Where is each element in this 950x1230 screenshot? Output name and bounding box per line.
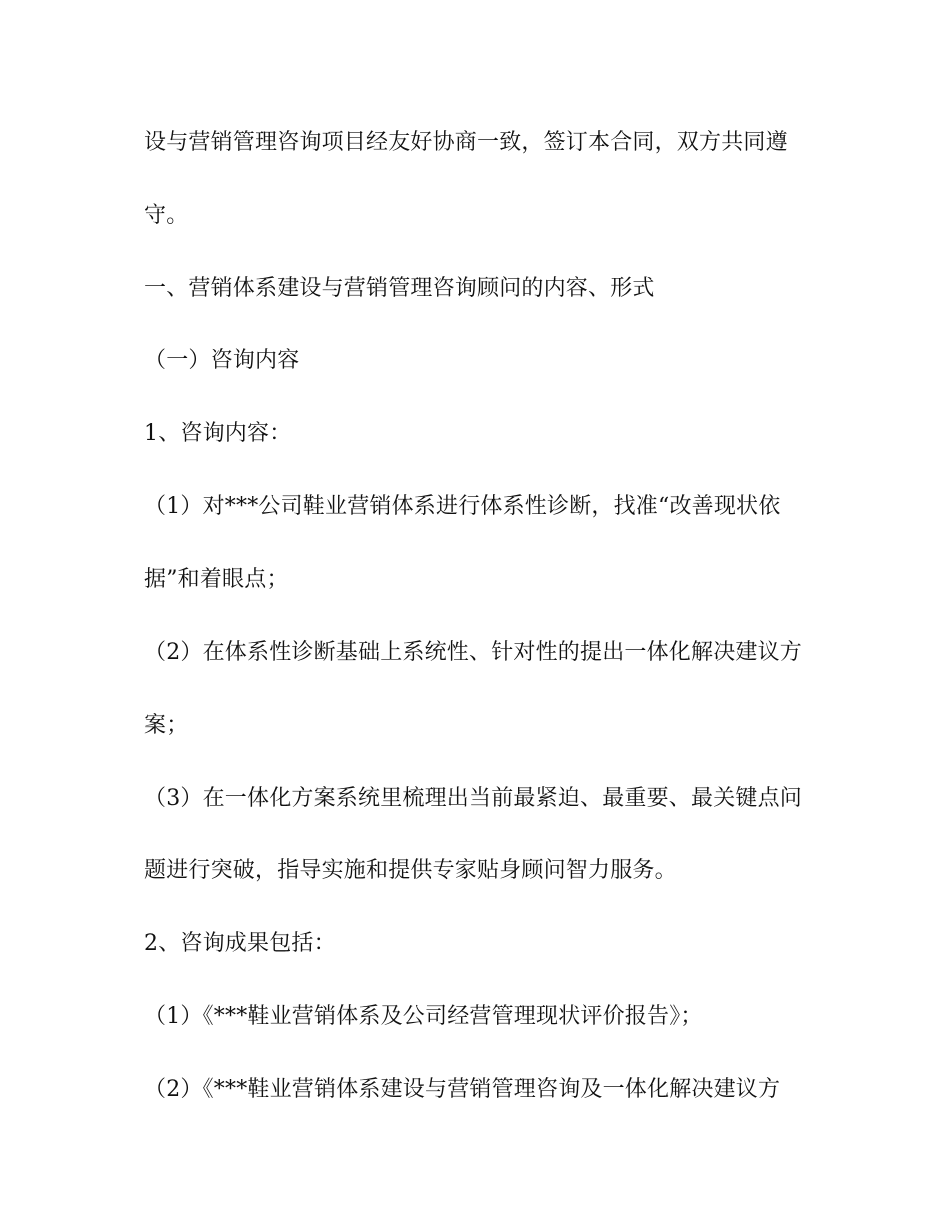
list-item-2-line-2: 案；: [144, 713, 189, 738]
subsection-heading: （一）咨询内容: [144, 348, 300, 373]
paragraph-line-2: 守。: [144, 203, 189, 228]
item-heading-2: 2、咨询成果包括：: [144, 931, 336, 956]
result-item-2: （2）《***鞋业营销体系建设与营销管理咨询及一体化解决建议方: [144, 1077, 781, 1102]
list-item-1-line-1: （1）对***公司鞋业营销体系进行体系性诊断，找准“改善现状依: [144, 494, 781, 519]
item-heading-1: 1、咨询内容：: [144, 421, 292, 446]
list-item-3-line-2: 题进行突破，指导实施和提供专家贴身顾问智力服务。: [144, 858, 677, 883]
list-item-3-line-1: （3）在一体化方案系统里梳理出当前最紧迫、最重要、最关键点问: [144, 786, 802, 811]
paragraph-line-1: 设与营销管理咨询项目经友好协商一致，签订本合同，双方共同遵: [144, 130, 788, 155]
list-item-2-line-1: （2）在体系性诊断基础上系统性、针对性的提出一体化解决建议方: [144, 640, 802, 665]
section-heading: 一、营销体系建设与营销管理咨询顾问的内容、形式: [144, 276, 655, 301]
list-item-1-line-2: 据”和着眼点；: [144, 567, 289, 592]
result-item-1: （1）《***鞋业营销体系及公司经营管理现状评价报告》；: [144, 1004, 703, 1029]
